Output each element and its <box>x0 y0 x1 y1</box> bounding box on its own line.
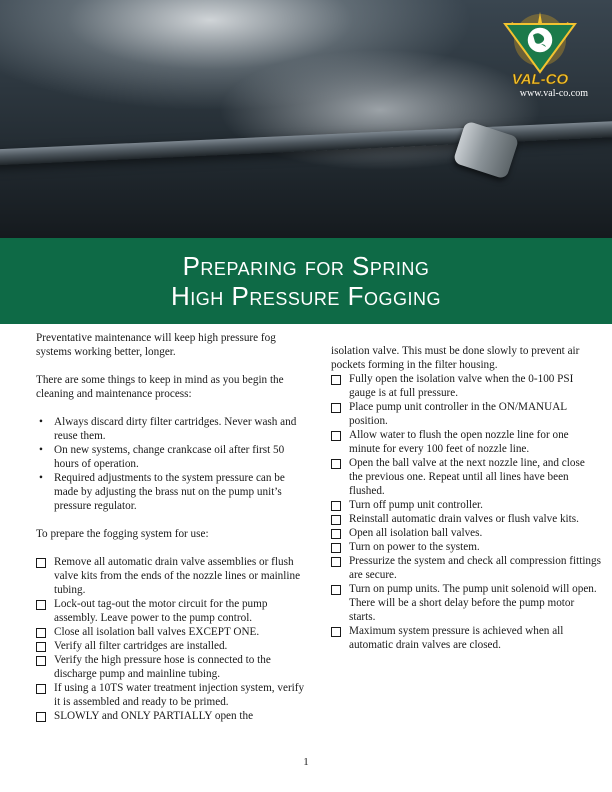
checklist-item <box>36 653 306 681</box>
tips-list <box>36 415 306 513</box>
pipe-graphic <box>0 120 612 166</box>
checkbox-icon[interactable] <box>331 501 341 511</box>
checklist-text: Close all isolation ball valves EXCEPT ONE. <box>54 626 260 638</box>
checklist-item <box>331 526 601 540</box>
checkbox-icon[interactable] <box>331 543 341 553</box>
checklist-item <box>36 639 306 653</box>
checklist-text: Pressurize the system and check all compression fittings are secure. <box>349 555 601 581</box>
checkbox-icon[interactable] <box>36 642 46 652</box>
checklist-text: Open all isolation ball valves. <box>349 527 483 539</box>
checklist-item <box>331 512 601 526</box>
prepare-heading: To prepare the fogging system for use: <box>36 528 209 540</box>
left-checklist <box>36 555 306 723</box>
list-item-text: Required adjustments to the system pressure can be made by adjusting the brass nut on the pump unit’s pressure regulator. <box>54 472 285 512</box>
checkbox-icon[interactable] <box>331 585 341 595</box>
right-column <box>331 344 601 652</box>
right-checklist <box>331 372 601 652</box>
checklist-text: Place pump unit controller in the ON/MANUAL position. <box>349 401 567 427</box>
checkbox-icon[interactable] <box>331 403 341 413</box>
list-item-text: On new systems, change crankcase oil after first 50 hours of operation. <box>54 444 285 470</box>
checklist-item <box>331 624 601 652</box>
checklist-text: Turn off pump unit controller. <box>349 499 483 511</box>
page-number: 1 <box>303 756 309 768</box>
list-item <box>36 443 306 471</box>
checklist-item <box>331 540 601 554</box>
checklist-text: Remove all automatic drain valve assemblies or flush valve kits from the ends of the nozzle lines or mainline tubing. <box>54 556 301 596</box>
checkbox-icon[interactable] <box>36 558 46 568</box>
checklist-item <box>331 400 601 428</box>
checkbox-icon[interactable] <box>331 459 341 469</box>
intro-paragraph: Preventative maintenance will keep high pressure fog systems working better, longer. <box>36 332 276 358</box>
checklist-item <box>36 709 306 723</box>
checkbox-icon[interactable] <box>331 529 341 539</box>
checklist-text: Maximum system pressure is achieved when all automatic drain valves are closed. <box>349 625 564 651</box>
checklist-text: Reinstall automatic drain valves or flush valve kits. <box>349 513 579 525</box>
bullet-icon: • <box>39 416 43 428</box>
checkbox-icon[interactable] <box>331 627 341 637</box>
logo-wordmark: VAL-CO <box>511 71 569 88</box>
checkbox-icon[interactable] <box>36 684 46 694</box>
website-url[interactable]: www.val-co.com <box>519 88 588 99</box>
list-item <box>36 471 306 513</box>
checklist-text: SLOWLY and ONLY PARTIALLY open the <box>54 710 254 722</box>
checklist-text: Allow water to flush the open nozzle line for one minute for every 100 feet of nozzle line. <box>349 429 569 455</box>
title-band <box>0 238 612 324</box>
checklist-item <box>331 554 601 582</box>
valco-logo[interactable] <box>497 10 583 88</box>
checkbox-icon[interactable] <box>331 557 341 567</box>
checklist-text: Verify all filter cartridges are installed. <box>54 640 228 652</box>
checkbox-icon[interactable] <box>36 628 46 638</box>
checkbox-icon[interactable] <box>36 600 46 610</box>
checklist-text: Fully open the isolation valve when the 0-100 PSI gauge is at full pressure. <box>349 373 574 399</box>
checklist-item <box>331 498 601 512</box>
checklist-text: Verify the high pressure hose is connected to the discharge pump and mainline tubing. <box>54 654 271 680</box>
checkbox-icon[interactable] <box>331 431 341 441</box>
checklist-item <box>331 456 601 498</box>
header-photo <box>0 0 612 238</box>
bullet-icon: • <box>39 472 43 484</box>
checklist-text: Turn on power to the system. <box>349 541 480 553</box>
checklist-item <box>36 625 306 639</box>
checklist-item <box>36 681 306 709</box>
left-column <box>36 331 306 723</box>
keep-in-mind-paragraph: There are some things to keep in mind as you begin the cleaning and maintenance process: <box>36 374 284 400</box>
continued-step-text: isolation valve. This must be done slowly to prevent air pockets forming in the filter housing. <box>331 345 580 371</box>
checkbox-icon[interactable] <box>36 656 46 666</box>
checkbox-icon[interactable] <box>36 712 46 722</box>
list-item-text: Always discard dirty filter cartridges. Never wash and reuse them. <box>54 416 297 442</box>
checklist-item <box>331 372 601 400</box>
checklist-text: If using a 10TS water treatment injection system, verify it is assembled and ready to be primed. <box>54 682 305 708</box>
checkbox-icon[interactable] <box>331 515 341 525</box>
title-line-2: High Pressure Fogging <box>171 281 441 311</box>
checklist-item <box>331 428 601 456</box>
bullet-icon: • <box>39 444 43 456</box>
checklist-item <box>331 582 601 624</box>
list-item <box>36 415 306 443</box>
checklist-item <box>36 555 306 597</box>
checklist-text: Turn on pump units. The pump unit solenoid will open. There will be a short delay before the pump motor starts. <box>349 583 597 623</box>
checkbox-icon[interactable] <box>331 375 341 385</box>
checklist-text: Lock-out tag-out the motor circuit for the pump assembly. Leave power to the pump control. <box>54 598 268 624</box>
title-line-1: Preparing for Spring <box>182 251 430 281</box>
checklist-item <box>36 597 306 625</box>
checklist-text: Open the ball valve at the next nozzle line, and close the previous one. Repeat until all lines have been flushed. <box>349 457 585 497</box>
